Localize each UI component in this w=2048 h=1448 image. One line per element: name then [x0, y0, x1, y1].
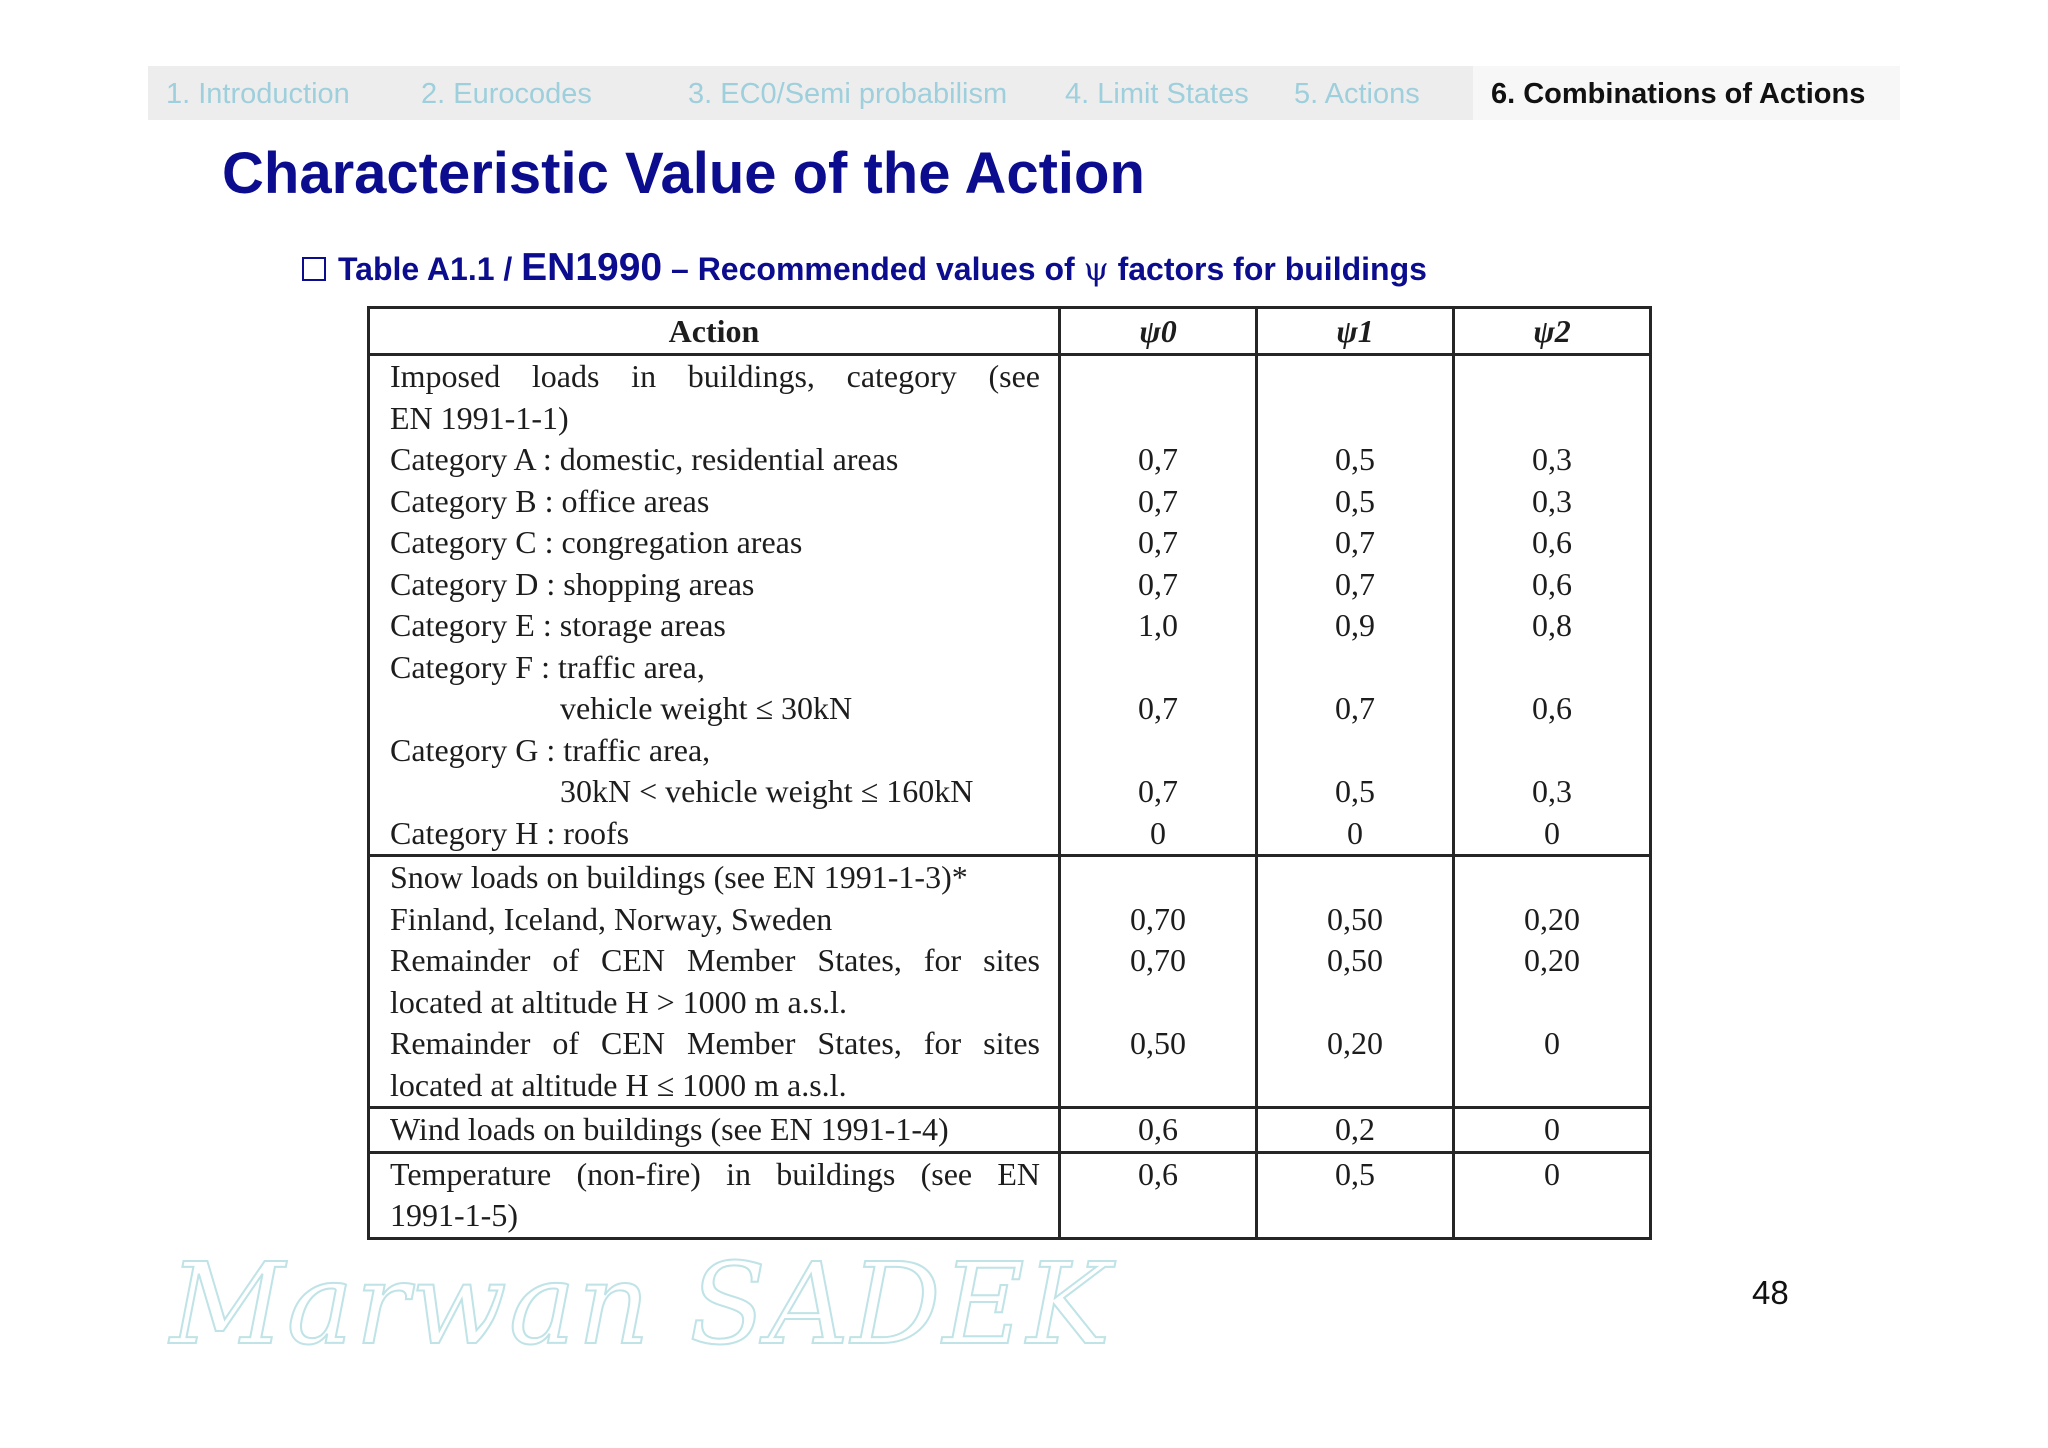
action-line: Category B : office areas: [390, 482, 710, 519]
action-line: Category F : traffic area,: [390, 648, 705, 685]
psi2-value: 0: [1544, 1111, 1560, 1147]
psi0-value: [1061, 982, 1255, 1024]
group-imposed-loads: [369, 355, 1651, 856]
psi0-value: 0,7: [1138, 690, 1178, 726]
psi0-value: 0,6: [1138, 1155, 1178, 1192]
psi2-value: [1455, 356, 1649, 398]
nav-tab-actions[interactable]: 5. Actions: [1294, 78, 1420, 110]
psi0-value: [1061, 398, 1255, 440]
psi0-cell: [1060, 355, 1257, 856]
psi0-value: 0,7: [1138, 524, 1178, 560]
psi2-value: [1455, 1065, 1649, 1107]
action-line: Category C : congregation areas: [390, 524, 803, 560]
action-line: Wind loads on buildings (see EN 1991-1-4): [390, 1111, 949, 1147]
psi1-value: 0,7: [1335, 565, 1375, 602]
group-temperature: [369, 1152, 1651, 1238]
section-nav-bar: [148, 66, 1900, 120]
psi1-value: [1258, 857, 1452, 899]
group-wind-loads: [369, 1108, 1651, 1153]
psi1-value: 0,5: [1335, 773, 1375, 809]
psi2-value: 0: [1544, 1155, 1560, 1192]
action-cell: [369, 1152, 1060, 1238]
psi2-value: [1455, 857, 1649, 899]
psi2-value: 0,3: [1532, 441, 1572, 477]
action-line: Category E : storage areas: [390, 607, 726, 643]
action-line: located at altitude H > 1000 m a.s.l.: [390, 983, 848, 1020]
psi1-value: [1258, 982, 1452, 1024]
psi0-value: 0,6: [1138, 1111, 1178, 1147]
action-line: Snow loads on buildings (see EN 1991-1-3)*: [390, 859, 968, 895]
psi1-cell: [1257, 856, 1454, 1108]
nav-tab-combinations-of-actions[interactable]: 6. Combinations of Actions: [1473, 66, 1900, 120]
psi2-cell: [1454, 355, 1651, 856]
group-snow-loads: [369, 856, 1651, 1108]
psi-factors-table-container: [367, 306, 1652, 1240]
psi2-cell: [1454, 856, 1651, 1108]
psi1-value: 0,20: [1327, 1025, 1383, 1061]
psi1-value: 0: [1347, 814, 1363, 851]
psi1-value: 0,5: [1335, 482, 1375, 519]
action-line: Category G : traffic area,: [390, 731, 711, 768]
nav-tab-introduction[interactable]: 1. Introduction: [166, 78, 350, 110]
psi1-value: 0,50: [1327, 942, 1383, 978]
psi1-value: 0,5: [1335, 1155, 1375, 1192]
psi0-value: 1,0: [1138, 607, 1178, 643]
header-psi0: ψ0: [1060, 308, 1257, 355]
psi0-value: 0,7: [1138, 482, 1178, 519]
psi2-value: 0,8: [1532, 607, 1572, 643]
psi0-cell: [1060, 1108, 1257, 1153]
psi0-value: 0,70: [1130, 900, 1186, 937]
author-watermark: Marwan SADEK: [170, 1240, 1113, 1370]
page-number: 48: [1752, 1274, 1789, 1311]
psi1-value: 0,5: [1335, 441, 1375, 477]
action-cell: [369, 355, 1060, 856]
psi1-value: [1258, 1065, 1452, 1107]
psi1-value: 0,2: [1335, 1111, 1375, 1147]
action-line: Category A : domestic, residential areas: [390, 441, 899, 477]
caption-part-4: factors for buildings: [1108, 251, 1427, 287]
nav-tab-eurocodes[interactable]: 2. Eurocodes: [421, 78, 592, 110]
action-line: Remainder of CEN Member States, for sites: [390, 942, 1040, 978]
psi2-value: 0,6: [1532, 565, 1572, 602]
psi2-value: 0,6: [1532, 524, 1572, 560]
table-row: [369, 856, 1651, 1108]
psi1-cell: [1257, 1152, 1454, 1238]
table-row: [369, 1108, 1651, 1153]
action-line: vehicle weight ≤ 30kN: [560, 690, 853, 726]
psi2-value: [1455, 982, 1649, 1024]
psi0-value: [1061, 730, 1255, 772]
psi0-value: 0,70: [1130, 942, 1186, 978]
psi1-value: [1258, 1195, 1452, 1237]
action-line: 1991-1-5): [390, 1197, 518, 1233]
psi1-value: [1258, 356, 1452, 398]
header-psi2: ψ2: [1454, 308, 1651, 355]
action-line: located at altitude H ≤ 1000 m a.s.l.: [390, 1066, 847, 1103]
table-caption: [302, 246, 1427, 290]
psi1-value: 0,7: [1335, 524, 1375, 560]
action-line: 30kN < vehicle weight ≤ 160kN: [560, 773, 974, 809]
psi0-value: 0,7: [1138, 441, 1178, 477]
psi0-value: [1061, 647, 1255, 689]
psi0-cell: [1060, 1152, 1257, 1238]
psi1-value: [1258, 730, 1452, 772]
action-line: Category D : shopping areas: [390, 565, 755, 602]
psi2-cell: [1454, 1152, 1651, 1238]
psi0-value: 0: [1150, 814, 1166, 851]
slide-title: Characteristic Value of the Action: [222, 141, 1145, 206]
caption-standard-code: EN1990: [521, 246, 663, 289]
psi0-cell: [1060, 856, 1257, 1108]
psi1-value: [1258, 647, 1452, 689]
nav-tab-limit-states[interactable]: 4. Limit States: [1065, 78, 1249, 110]
action-cell: [369, 856, 1060, 1108]
action-line: Category H : roofs: [390, 814, 630, 851]
checkbox-bullet-icon: [302, 257, 326, 281]
action-line: Finland, Iceland, Norway, Sweden: [390, 900, 833, 937]
action-line: EN 1991-1-1): [390, 399, 569, 436]
psi2-value: [1455, 647, 1649, 689]
psi2-value: 0,20: [1524, 942, 1580, 978]
psi2-value: [1455, 730, 1649, 772]
psi2-value: 0: [1544, 814, 1560, 851]
caption-part-3: – Recommended values of: [662, 251, 1084, 287]
psi2-value: 0,6: [1532, 690, 1572, 726]
psi1-value: 0,7: [1335, 690, 1375, 726]
psi1-cell: [1257, 1108, 1454, 1153]
caption-part-1: Table A1.1 /: [338, 251, 522, 287]
psi2-cell: [1454, 1108, 1651, 1153]
psi-factors-table: [367, 306, 1652, 1240]
header-psi1: ψ1: [1257, 308, 1454, 355]
psi0-value: [1061, 356, 1255, 398]
psi0-value: [1061, 1065, 1255, 1107]
psi0-value: 0,7: [1138, 773, 1178, 809]
psi2-value: 0,20: [1524, 900, 1580, 937]
psi0-value: 0,7: [1138, 565, 1178, 602]
psi2-value: 0: [1544, 1025, 1560, 1061]
caption-psi-symbol: ψ: [1083, 250, 1109, 288]
action-cell: [369, 1108, 1060, 1153]
header-action: Action: [369, 308, 1060, 355]
action-line: Remainder of CEN Member States, for sites: [390, 1025, 1040, 1061]
table-row: [369, 1152, 1651, 1238]
psi2-value: [1455, 1195, 1649, 1237]
table-row: [369, 355, 1651, 856]
psi2-value: 0,3: [1532, 482, 1572, 519]
psi0-value: [1061, 857, 1255, 899]
psi1-value: 0,50: [1327, 900, 1383, 937]
psi1-cell: [1257, 355, 1454, 856]
psi2-value: [1455, 398, 1649, 440]
psi2-value: 0,3: [1532, 773, 1572, 809]
table-header-row: [369, 308, 1651, 355]
psi0-value: 0,50: [1130, 1025, 1186, 1061]
psi0-value: [1061, 1195, 1255, 1237]
nav-tab-ec0-semi-probabilism[interactable]: 3. EC0/Semi probabilism: [688, 78, 1008, 110]
psi1-value: [1258, 398, 1452, 440]
psi1-value: 0,9: [1335, 607, 1375, 643]
action-line: Temperature (non-fire) in buildings (see EN: [390, 1155, 1040, 1192]
action-line: Imposed loads in buildings, category (see: [390, 358, 1040, 394]
